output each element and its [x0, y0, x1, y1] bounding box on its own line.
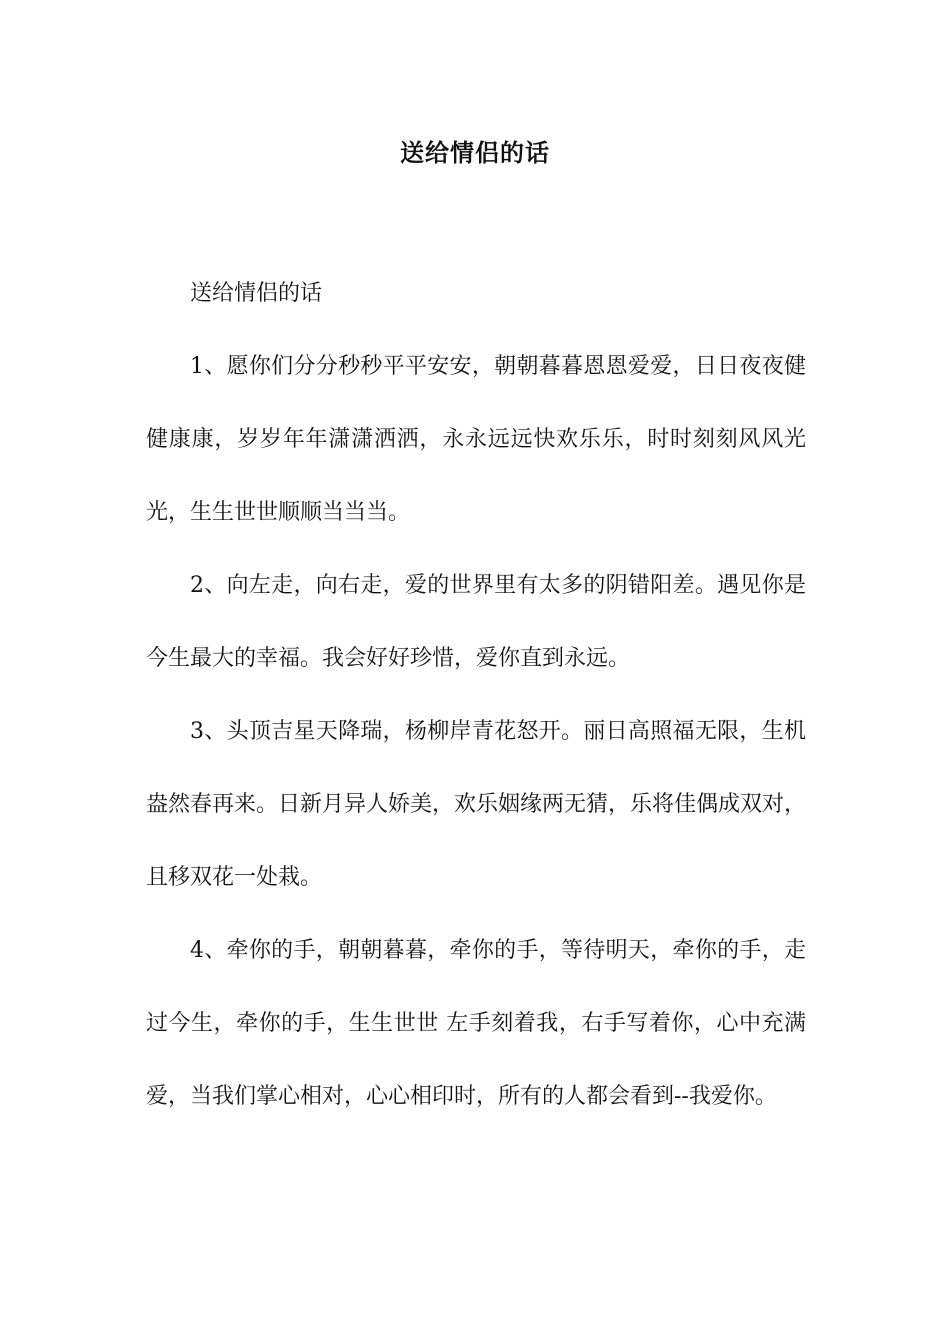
document-title: 送给情侣的话 [400, 139, 550, 167]
document-body [146, 257, 806, 1133]
paragraph-4: 4、牵你的手，朝朝暮暮，牵你的手，等待明天，牵你的手，走过今生，牵你的手，生生世世 左手刻着我，右手写着你，心中充满爱，当我们掌心相对，心心相印时，所有的人都会看到--我爱你。 [146, 938, 806, 1109]
paragraph-subtitle: 送给情侣的话 [190, 281, 323, 306]
paragraph-1: 1、愿你们分分秒秒平平安安，朝朝暮暮恩恩爱爱，日日夜夜健健康康，岁岁年年潇潇洒洒，永永远远快欢乐乐，时时刻刻风风光光，生生世世顺顺当当当。 [146, 354, 806, 525]
paragraph-2: 2、向左走，向右走，爱的世界里有太多的阴错阳差。遇见你是今生最大的幸福。我会好好珍惜，爱你直到永远。 [146, 573, 806, 671]
paragraph-3: 3、头顶吉星天降瑞，杨柳岸青花怒开。丽日高照福无限，生机盎然春再来。日新月异人娇美，欢乐姻缘两无猜，乐将佳偶成双对，且移双花一处栽。 [146, 719, 807, 890]
